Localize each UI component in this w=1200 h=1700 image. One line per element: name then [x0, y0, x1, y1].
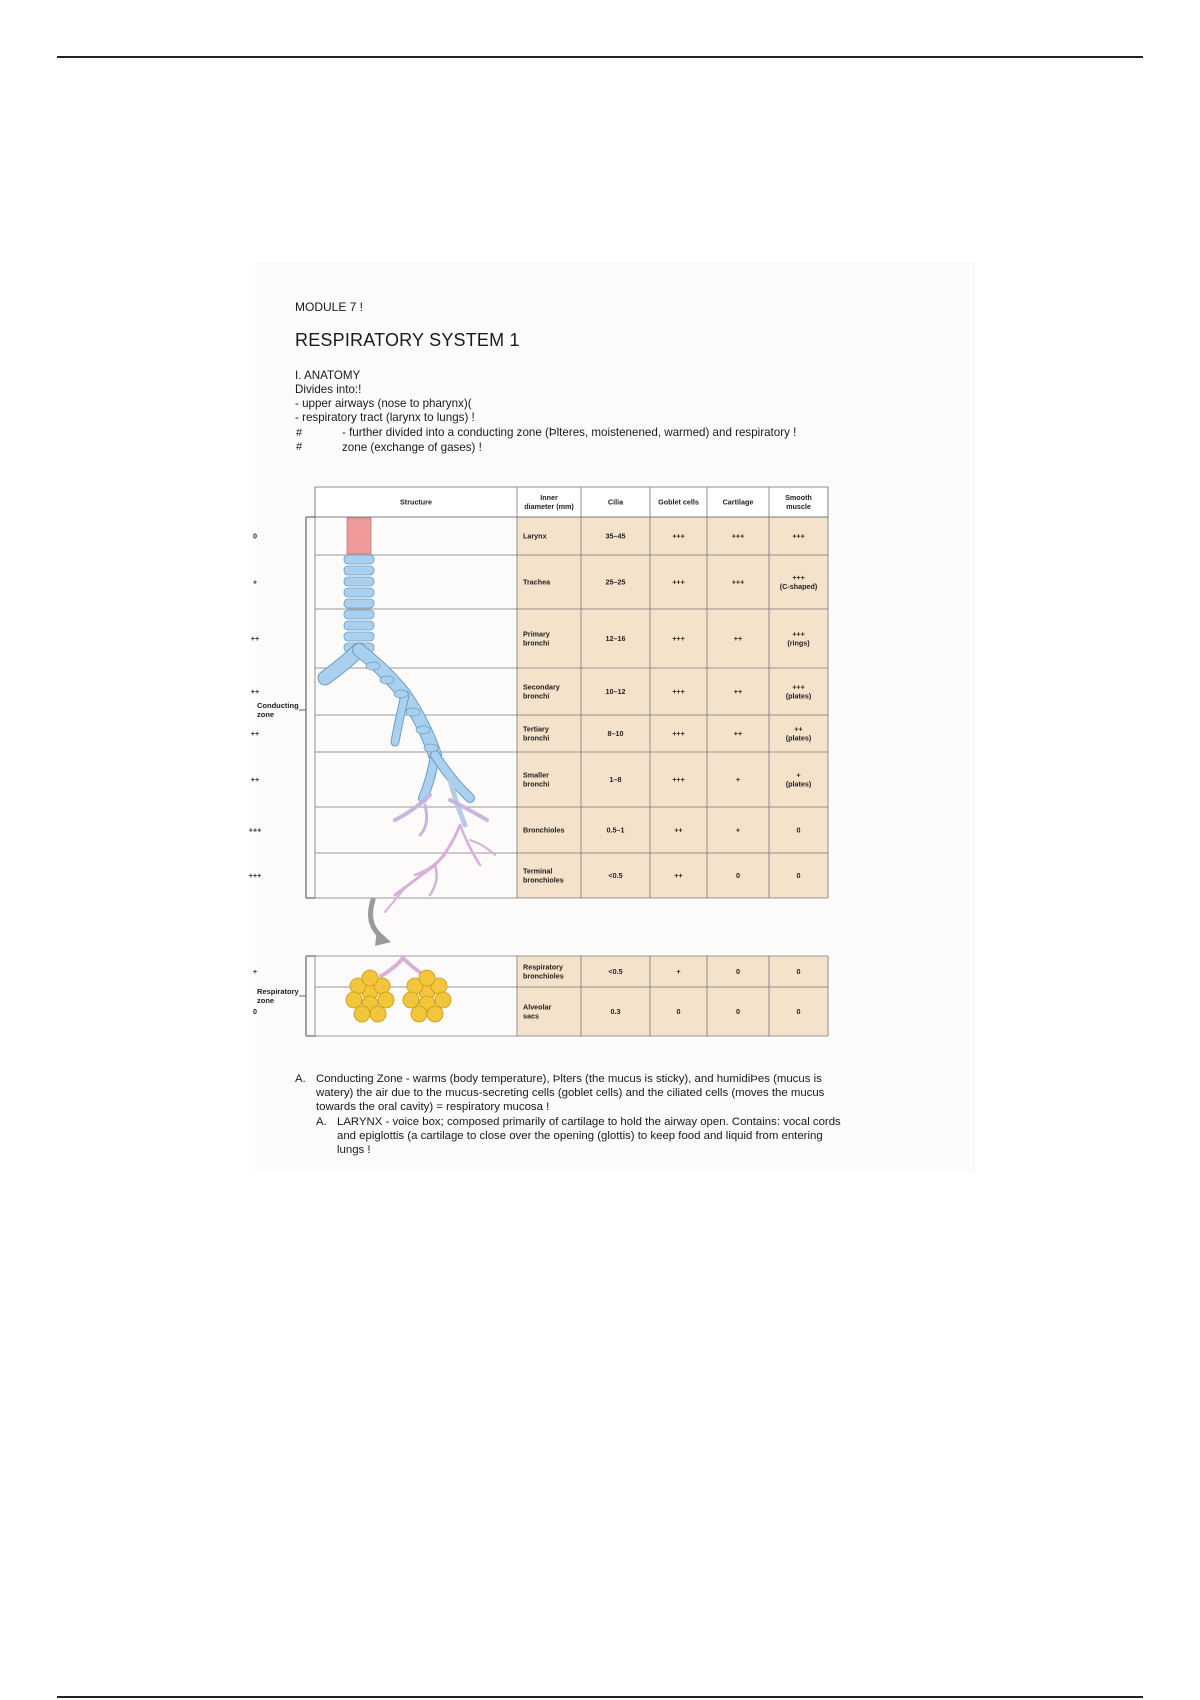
cartilage-value [797, 967, 801, 976]
cilia-value [672, 578, 685, 587]
cilia-value [674, 871, 682, 880]
zone-label-conducting-line: zone [257, 710, 275, 720]
respiratory-bronchiole [381, 958, 403, 976]
smooth-muscle-value [251, 634, 259, 643]
smooth-muscle-value [251, 775, 259, 784]
smooth-muscle-value-line: ++ [250, 634, 260, 644]
table-cell-fill [517, 987, 828, 1036]
paragraph-text [337, 1115, 841, 1158]
cartilage-value-line: (plates) [785, 779, 812, 789]
goblet-value-line: ++ [733, 634, 743, 644]
smooth-muscle-value-line: ++ [250, 729, 260, 739]
cilia-value [672, 634, 685, 643]
paragraph-line: lungs ! [337, 1144, 371, 1157]
trachea-ring [344, 610, 374, 619]
zone-label-respiratory [257, 987, 300, 1005]
goblet-value [732, 532, 745, 541]
diameter-value [608, 729, 624, 738]
structure-label-line: Secondary [523, 682, 560, 692]
alveolar-sac [403, 992, 419, 1008]
cilia-value-line: ++ [674, 871, 683, 881]
cartilage-value-line: (plates) [785, 691, 812, 701]
goblet-value-line: 0 [736, 871, 740, 881]
table-header-cell-line: Cartilage [722, 497, 754, 507]
list-marker: A. [295, 1073, 306, 1085]
alveolar-sac [435, 992, 451, 1008]
table-header-cell [658, 498, 699, 507]
diameter-value-line: 10–12 [605, 687, 626, 697]
bronchus-ring [416, 726, 430, 734]
cartilage-value [792, 532, 805, 541]
structure-label-line: bronchi [523, 779, 550, 789]
alveolar-sac [370, 1006, 386, 1022]
structure-label-line: Primary [523, 629, 550, 639]
goblet-value [736, 871, 740, 880]
cilia-value [676, 967, 680, 976]
structure-label-line: Trachea [523, 577, 551, 587]
goblet-value-line: +++ [731, 531, 745, 541]
bronchus-ring [380, 676, 394, 684]
diameter-value-line: <0.5 [608, 871, 623, 881]
diameter-value [607, 826, 625, 835]
module-header: MODULE 7 ! [295, 300, 364, 314]
page-title: RESPIRATORY SYSTEM 1 [295, 330, 520, 350]
cartilage-value-line: + [796, 770, 801, 780]
diameter-value-line: 0.5–1 [606, 825, 625, 835]
cartilage-value-line: (rings) [787, 638, 810, 648]
paragraph-line: LARYNX - voice box; composed primarily of cartilage to hold the airway open. Contains: vocal cords [337, 1116, 841, 1128]
diameter-value [606, 634, 626, 643]
table-header-cell-line: Inner [540, 493, 558, 503]
alveolar-sac [346, 992, 362, 1008]
smooth-muscle-value [251, 687, 259, 696]
goblet-value-line: + [735, 825, 741, 835]
diameter-value-line: 25–25 [605, 577, 626, 587]
structure-label [523, 532, 547, 541]
body-line: - upper airways (nose to pharynx)( [295, 397, 472, 410]
cartilage-value-line: (plates) [785, 733, 812, 743]
cartilage-value [797, 1007, 801, 1016]
structure-label-line: Larynx [523, 531, 547, 541]
cilia-value [672, 532, 685, 541]
paragraph-line: towards the oral cavity) = respiratory mucosa ! [316, 1101, 550, 1114]
cilia-value [674, 826, 682, 835]
goblet-value-line: ++ [733, 687, 743, 697]
figure-structure [299, 487, 828, 1036]
structure-label [523, 963, 564, 981]
curved-arrow-head [375, 930, 391, 946]
table-header-cell-line: Goblet cells [658, 497, 699, 507]
table-header-cell [723, 498, 754, 507]
structure-label-line: Tertiary [523, 724, 549, 734]
smooth-muscle-value-line: +++ [248, 825, 262, 835]
cartilage-value-line: +++ [792, 531, 805, 541]
hash-mark: # [296, 441, 303, 453]
bronchiole [395, 825, 460, 895]
structure-label-line: Terminal [523, 866, 553, 876]
table-header-cell [785, 493, 812, 511]
paragraph-line: and epiglottis (a cartilage to close over the opening (glottis) to keep food and liquid from entering [337, 1130, 823, 1143]
cilia-value-line: +++ [672, 531, 685, 541]
body-line: - further divided into a conducting zone (Þlteres, moistenened, warmed) and respiratory ! [342, 426, 797, 439]
structure-label-line: Respiratory [523, 962, 563, 972]
cartilage-value-line: +++ [792, 573, 805, 583]
goblet-value [734, 729, 742, 738]
cilia-value-line: + [676, 967, 681, 977]
zone-label-conducting [257, 701, 299, 719]
body-line: - respiratory tract (larynx to lungs) ! [295, 411, 475, 424]
cartilage-value-line: 0 [796, 825, 801, 835]
airway-table-figure [248, 480, 895, 1040]
zone-label-respiratory-line: zone [257, 996, 275, 1006]
diameter-value-line: 12–16 [605, 634, 626, 644]
diameter-value-line: 0.3 [610, 1007, 621, 1017]
goblet-value [732, 578, 745, 587]
smooth-muscle-value-line: + [252, 577, 258, 587]
bronchus-ring [394, 690, 408, 698]
alveolar-sac [354, 1006, 370, 1022]
structure-label [523, 826, 565, 835]
bronchus-ring [406, 708, 420, 716]
smooth-muscle-value [253, 967, 257, 976]
body-line: zone (exchange of gases) ! [342, 441, 482, 454]
structure-label-line: Alveolar [523, 1002, 552, 1012]
goblet-value [734, 634, 742, 643]
goblet-value [736, 775, 740, 784]
cartilage-value-line: 0 [796, 967, 801, 977]
cilia-value [677, 1007, 681, 1016]
bronchus-ring [424, 744, 438, 752]
smaller-bronchus [450, 800, 487, 820]
cilia-value [672, 729, 685, 738]
cilia-value-line: 0 [676, 1007, 681, 1017]
table-header-cell-line: Structure [400, 497, 432, 507]
bronchiole [415, 855, 445, 875]
structure-label [523, 630, 550, 648]
cilia-value-line: +++ [672, 729, 685, 739]
structure-label [523, 771, 549, 789]
smooth-muscle-value-line: ++ [250, 687, 260, 697]
cartilage-value-line: (C-shaped) [779, 581, 818, 591]
trachea-ring [344, 566, 374, 575]
trachea-ring [344, 588, 374, 597]
bronchus-ring [366, 662, 380, 670]
cartilage-value-line: 0 [796, 871, 801, 881]
goblet-value-line: 0 [736, 1007, 740, 1017]
diameter-value-line: <0.5 [608, 967, 623, 977]
table-header-cell-line: Smooth [785, 493, 812, 503]
alveolar-sac [419, 970, 435, 986]
structure-label-line: bronchi [523, 638, 550, 648]
table-header-cell [400, 498, 432, 507]
smooth-muscle-value [253, 532, 257, 541]
cilia-value-line: +++ [672, 577, 685, 587]
table-header-cell-line: Cilia [607, 497, 624, 507]
goblet-value [736, 826, 740, 835]
diameter-value [608, 967, 622, 976]
zone-label-conducting-line: Conducting [257, 701, 299, 711]
hash-mark: # [296, 427, 303, 439]
cartilage-value [797, 826, 801, 835]
alveolar-sac [427, 1006, 443, 1022]
smooth-muscle-value-line: +++ [248, 871, 262, 881]
smooth-muscle-value-line: 0 [253, 1007, 257, 1017]
structure-label [523, 725, 549, 743]
smooth-muscle-value [249, 826, 262, 835]
trachea-ring [344, 599, 374, 608]
cilia-value-line: +++ [672, 687, 685, 697]
structure-label-line: bronchi [523, 691, 550, 701]
alveolar-sac [362, 970, 378, 986]
diameter-value-line: 35–45 [605, 531, 626, 541]
alveolar-sac [411, 1006, 427, 1022]
smooth-muscle-value [253, 1007, 257, 1016]
alveolar-sac [378, 992, 394, 1008]
cartilage-value-line: +++ [792, 629, 805, 639]
diameter-value [606, 578, 626, 587]
goblet-value-line: +++ [731, 577, 745, 587]
diameter-value [608, 871, 622, 880]
goblet-value [736, 1007, 740, 1016]
table-header-cell [608, 498, 624, 507]
structure-label [523, 578, 551, 587]
structure-label-line: Smaller [523, 770, 549, 780]
goblet-value [734, 687, 742, 696]
cartilage-value-line: +++ [792, 682, 805, 692]
table-header-cell-line: muscle [786, 501, 811, 511]
trachea-ring [344, 621, 374, 630]
structure-label-line: sacs [523, 1011, 539, 1021]
trachea-ring [344, 632, 374, 641]
cilia-value-line: +++ [672, 775, 685, 785]
cartilage-value [797, 871, 801, 880]
smooth-muscle-value [251, 729, 259, 738]
larynx-shape [347, 518, 371, 554]
cartilage-value-line: ++ [794, 724, 803, 734]
bronchiole [460, 825, 480, 865]
smooth-muscle-value [249, 871, 262, 880]
airway-illustration [325, 518, 495, 1022]
structure-label-line: bronchioles [523, 971, 564, 981]
top-rule [57, 56, 1143, 58]
paragraph-line: Conducting Zone - warms (body temperature), Þlters (the mucus is sticky), and humidiÞes (mucus is [316, 1073, 822, 1085]
smooth-muscle-value-line: 0 [253, 531, 257, 541]
trachea-ring [344, 555, 374, 564]
cilia-value [672, 775, 685, 784]
bottom-rule [57, 1696, 1143, 1698]
smaller-bronchus [420, 805, 427, 835]
structure-label-line: bronchi [523, 733, 550, 743]
structure-label-line: bronchioles [523, 875, 564, 885]
smooth-muscle-value-line: + [252, 967, 258, 977]
diameter-value [606, 532, 626, 541]
smooth-muscle-value [253, 578, 257, 587]
list-marker: A. [316, 1116, 327, 1128]
body-line: Divides into:! [295, 383, 362, 396]
goblet-value-line: ++ [733, 729, 743, 739]
trachea-ring [344, 577, 374, 586]
paragraph-line: watery) the air due to the mucus-secreting cells (goblet cells) and the ciliated cells (moves the mucus [316, 1087, 825, 1100]
cilia-value-line: +++ [672, 634, 685, 644]
structure-label-line: Bronchioles [523, 825, 565, 835]
section-heading: I. ANATOMY [295, 369, 361, 382]
zone-label-respiratory-line: Respiratory [257, 987, 299, 997]
cartilage-value-line: 0 [796, 1007, 801, 1017]
goblet-value-line: + [735, 775, 741, 785]
goblet-value-line: 0 [736, 967, 740, 977]
diameter-value [610, 775, 622, 784]
table-header-cell-line: diameter (mm) [524, 501, 574, 511]
paragraph-text [316, 1072, 824, 1115]
diameter-value [606, 687, 626, 696]
diameter-value-line: 8–10 [607, 729, 624, 739]
smooth-muscle-value-line: ++ [250, 775, 260, 785]
cilia-value [672, 687, 685, 696]
cilia-value-line: ++ [674, 825, 683, 835]
terminal-bronchiole [385, 888, 405, 912]
diameter-value-line: 1–8 [609, 775, 622, 785]
diameter-value [611, 1007, 621, 1016]
goblet-value [736, 967, 740, 976]
